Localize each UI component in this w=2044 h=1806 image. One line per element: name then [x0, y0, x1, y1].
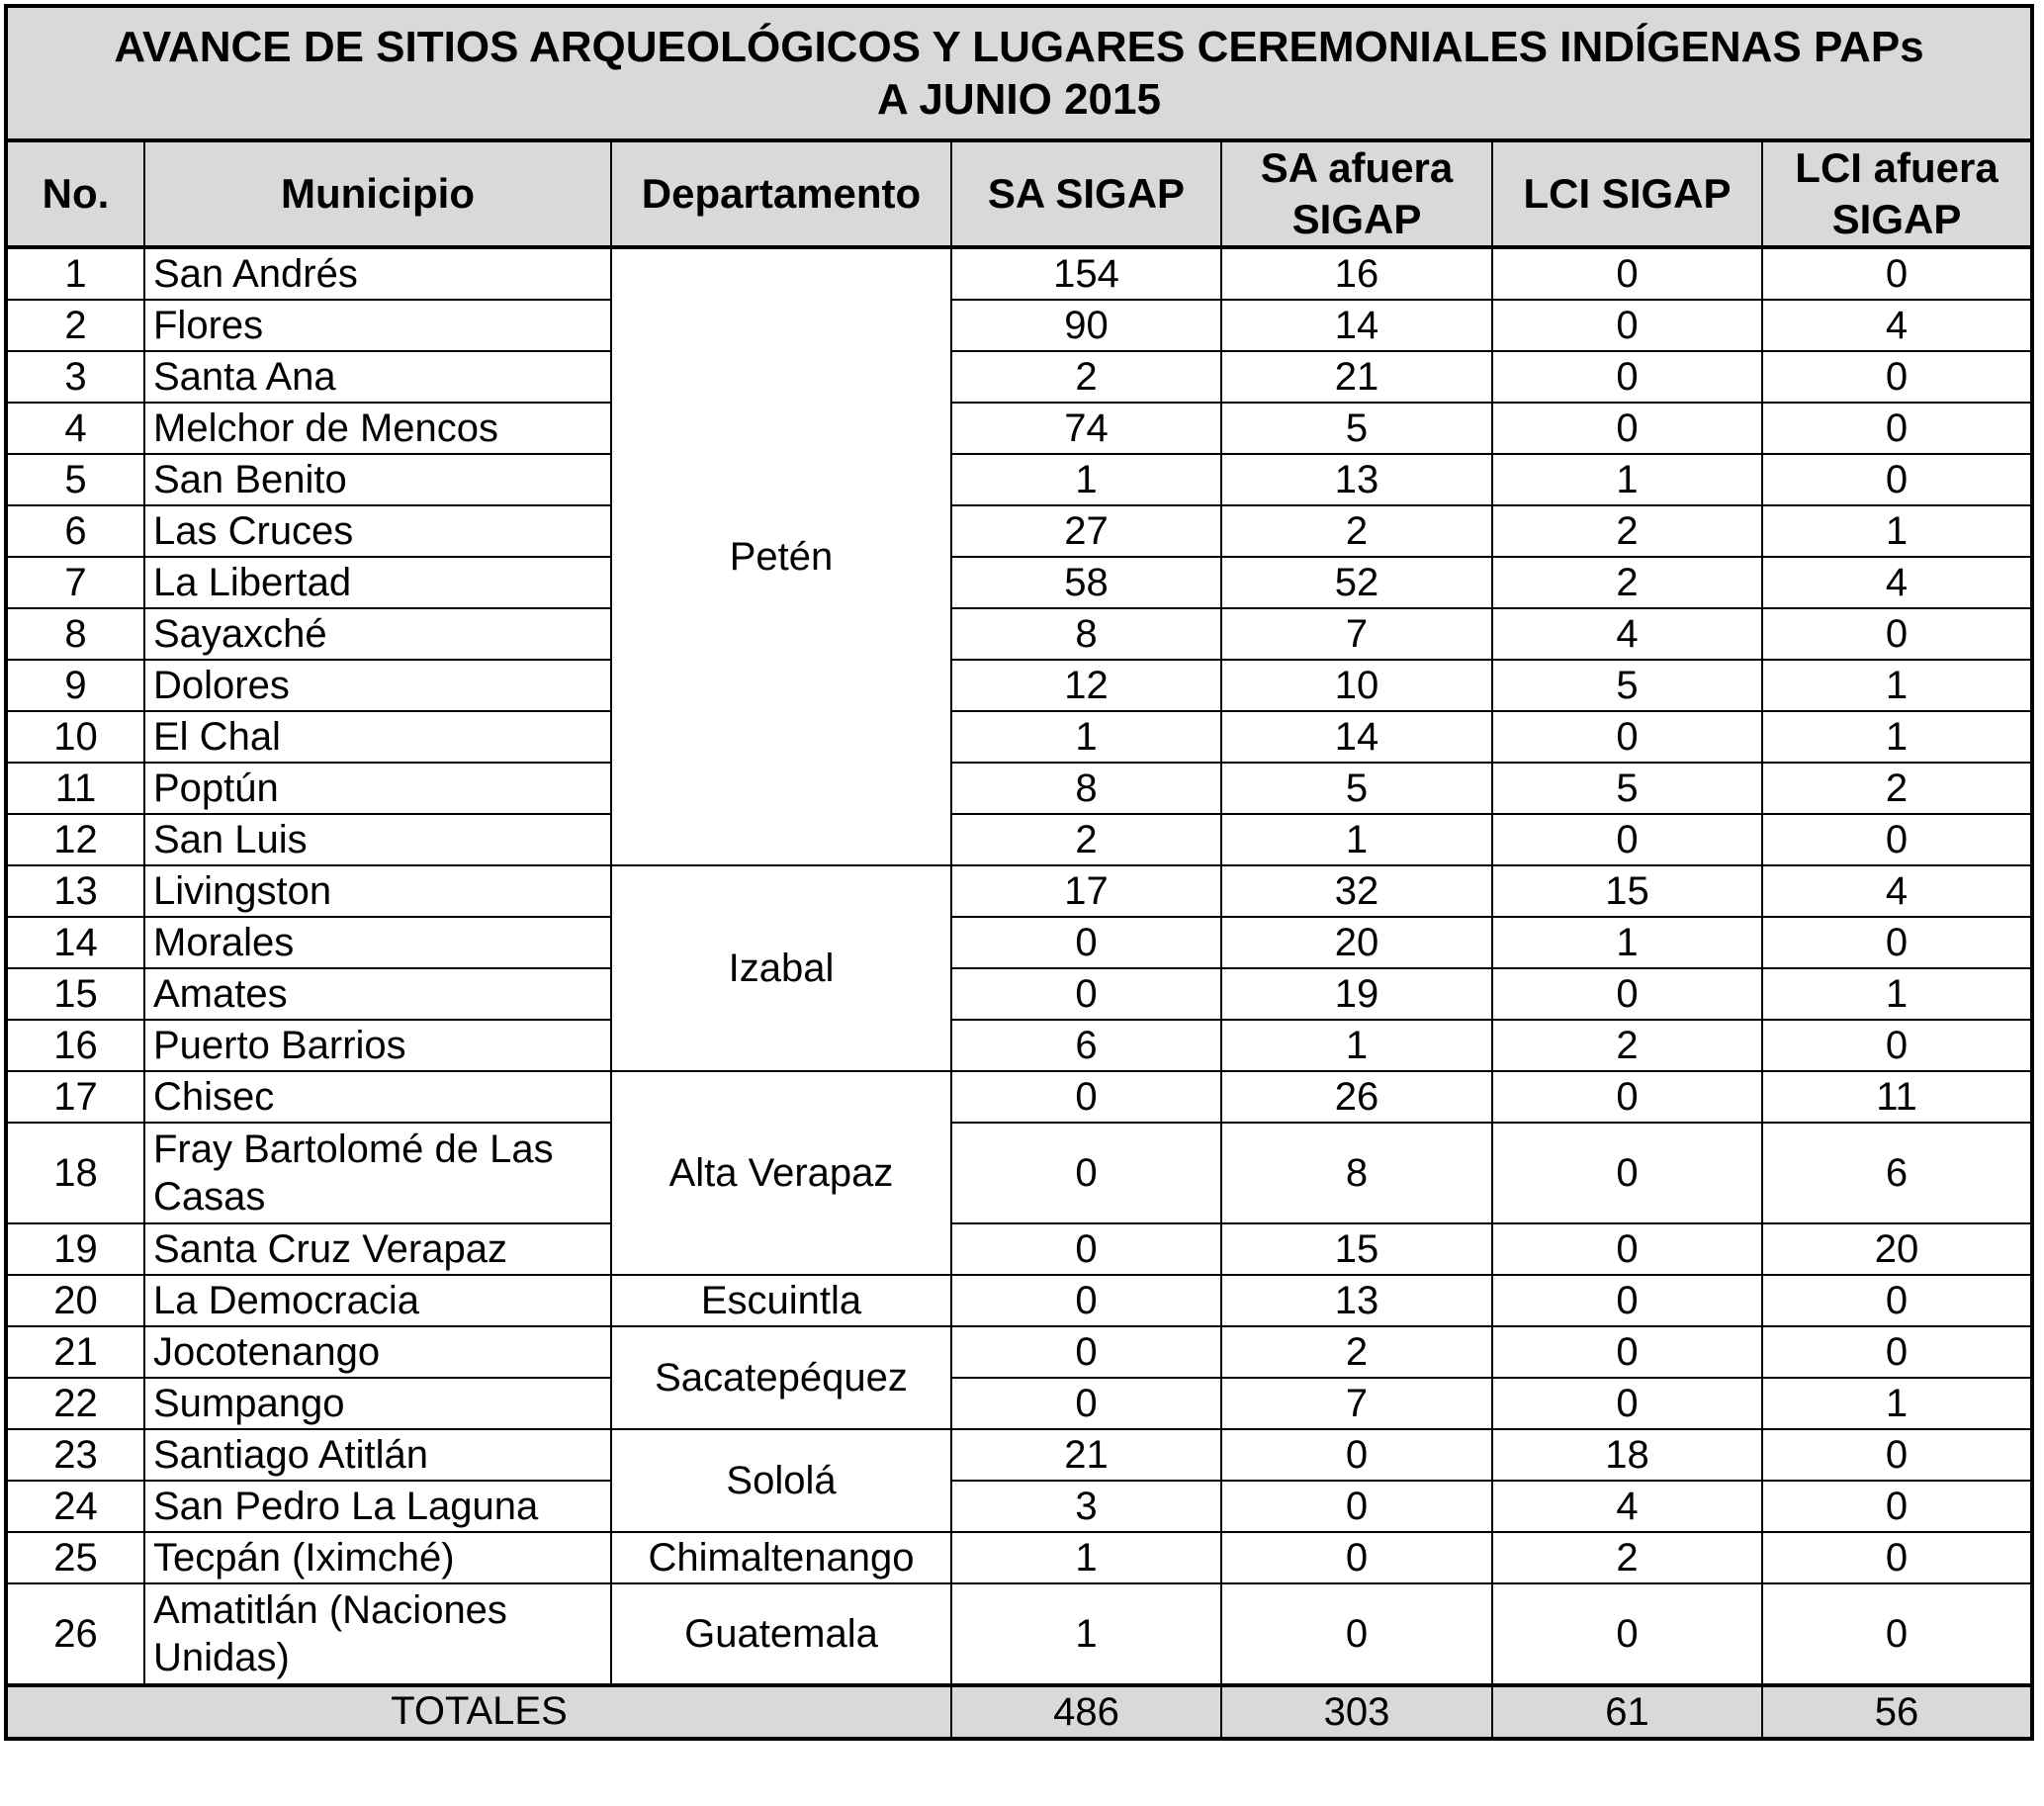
municipio-cell: Fray Bartolomé de Las Casas [144, 1123, 611, 1223]
departamento-cell: Alta Verapaz [611, 1071, 951, 1275]
lci-afuera-sigap-cell: 4 [1762, 865, 2032, 917]
lci-sigap-cell: 0 [1492, 1378, 1762, 1429]
lci-sigap-cell: 1 [1492, 454, 1762, 505]
lci-sigap-cell: 0 [1492, 711, 1762, 763]
sa-sigap-cell: 0 [951, 1123, 1221, 1223]
municipio-cell: Morales [144, 917, 611, 968]
table-row [6, 1071, 2032, 1123]
municipio-cell: Tecpán (Iximché) [144, 1532, 611, 1583]
table-row [6, 917, 2032, 968]
row-number: 24 [6, 1481, 144, 1532]
table-row [6, 1020, 2032, 1071]
lci-afuera-sigap-cell: 1 [1762, 505, 2032, 557]
departamento-cell: Guatemala [611, 1583, 951, 1685]
municipio-cell: San Benito [144, 454, 611, 505]
row-number: 14 [6, 917, 144, 968]
row-number: 19 [6, 1223, 144, 1275]
lci-afuera-sigap-cell: 0 [1762, 403, 2032, 454]
row-number: 5 [6, 454, 144, 505]
lci-sigap-cell: 0 [1492, 1275, 1762, 1326]
row-number: 1 [6, 247, 144, 300]
sa-afuera-sigap-cell: 0 [1221, 1532, 1492, 1583]
row-number: 9 [6, 660, 144, 711]
row-number: 22 [6, 1378, 144, 1429]
lci-sigap-cell: 0 [1492, 1123, 1762, 1223]
table-row [6, 1326, 2032, 1378]
sa-afuera-sigap-cell: 7 [1221, 608, 1492, 660]
table-row [6, 1583, 2032, 1685]
table-row [6, 814, 2032, 865]
lci-afuera-sigap-cell: 20 [1762, 1223, 2032, 1275]
sa-afuera-sigap-cell: 14 [1221, 300, 1492, 351]
sa-sigap-cell: 2 [951, 814, 1221, 865]
sa-afuera-sigap-cell: 8 [1221, 1123, 1492, 1223]
municipio-cell: Sumpango [144, 1378, 611, 1429]
table-row [6, 351, 2032, 403]
lci-afuera-sigap-cell: 2 [1762, 763, 2032, 814]
departamento-cell: Sacatepéquez [611, 1326, 951, 1429]
lci-sigap-cell: 2 [1492, 1532, 1762, 1583]
sa-afuera-sigap-cell: 21 [1221, 351, 1492, 403]
title-line-2: A JUNIO 2015 [877, 75, 1161, 124]
table-row [6, 1378, 2032, 1429]
total-lci-sigap: 61 [1492, 1685, 1762, 1739]
sa-afuera-sigap-cell: 5 [1221, 403, 1492, 454]
sa-sigap-cell: 1 [951, 711, 1221, 763]
title-line-1: AVANCE DE SITIOS ARQUEOLÓGICOS Y LUGARES CEREMONIALES INDÍGENAS PAPs [114, 23, 1924, 71]
table-row [6, 968, 2032, 1020]
sa-afuera-sigap-cell: 0 [1221, 1481, 1492, 1532]
lci-sigap-cell: 15 [1492, 865, 1762, 917]
sa-afuera-sigap-cell: 2 [1221, 505, 1492, 557]
row-number: 8 [6, 608, 144, 660]
sa-sigap-cell: 17 [951, 865, 1221, 917]
row-number: 16 [6, 1020, 144, 1071]
total-sa-sigap: 486 [951, 1685, 1221, 1739]
lci-afuera-sigap-cell: 0 [1762, 1020, 2032, 1071]
lci-afuera-sigap-cell: 1 [1762, 1378, 2032, 1429]
sa-afuera-sigap-cell: 20 [1221, 917, 1492, 968]
row-number: 6 [6, 505, 144, 557]
lci-sigap-cell: 0 [1492, 351, 1762, 403]
report-container [4, 4, 2034, 1741]
header-sa-afuera-sigap: SA afuera SIGAP [1221, 140, 1492, 247]
lci-afuera-sigap-cell: 0 [1762, 1429, 2032, 1481]
header-lci-sigap: LCI SIGAP [1492, 140, 1762, 247]
sa-sigap-cell: 0 [951, 1071, 1221, 1123]
lci-afuera-sigap-cell: 11 [1762, 1071, 2032, 1123]
row-number: 21 [6, 1326, 144, 1378]
sa-afuera-sigap-cell: 0 [1221, 1429, 1492, 1481]
departamento-cell: Chimaltenango [611, 1532, 951, 1583]
municipio-cell: El Chal [144, 711, 611, 763]
sa-afuera-sigap-cell: 14 [1221, 711, 1492, 763]
row-number: 4 [6, 403, 144, 454]
sa-sigap-cell: 3 [951, 1481, 1221, 1532]
lci-afuera-sigap-cell: 0 [1762, 1481, 2032, 1532]
sa-sigap-cell: 2 [951, 351, 1221, 403]
sa-afuera-sigap-cell: 13 [1221, 1275, 1492, 1326]
municipio-cell: Livingston [144, 865, 611, 917]
municipio-cell: San Luis [144, 814, 611, 865]
sa-afuera-sigap-cell: 7 [1221, 1378, 1492, 1429]
header-row [6, 140, 2032, 247]
lci-sigap-cell: 0 [1492, 968, 1762, 1020]
sa-sigap-cell: 12 [951, 660, 1221, 711]
report-table [4, 4, 2034, 1741]
table-row [6, 247, 2032, 300]
municipio-cell: Amates [144, 968, 611, 1020]
row-number: 17 [6, 1071, 144, 1123]
table-row [6, 1223, 2032, 1275]
table-row [6, 557, 2032, 608]
table-row [6, 454, 2032, 505]
totals-label: TOTALES [6, 1685, 951, 1739]
lci-afuera-sigap-cell: 0 [1762, 351, 2032, 403]
municipio-cell: Dolores [144, 660, 611, 711]
lci-afuera-sigap-cell: 1 [1762, 968, 2032, 1020]
municipio-cell: Santiago Atitlán [144, 1429, 611, 1481]
lci-afuera-sigap-cell: 0 [1762, 454, 2032, 505]
sa-afuera-sigap-cell: 0 [1221, 1583, 1492, 1685]
municipio-cell: Amatitlán (Naciones Unidas) [144, 1583, 611, 1685]
sa-afuera-sigap-cell: 5 [1221, 763, 1492, 814]
sa-sigap-cell: 1 [951, 454, 1221, 505]
lci-sigap-cell: 0 [1492, 300, 1762, 351]
lci-afuera-sigap-cell: 0 [1762, 917, 2032, 968]
table-row [6, 1429, 2032, 1481]
table-row [6, 865, 2032, 917]
table-row [6, 1481, 2032, 1532]
row-number: 13 [6, 865, 144, 917]
municipio-cell: San Pedro La Laguna [144, 1481, 611, 1532]
total-lci-afuera-sigap: 56 [1762, 1685, 2032, 1739]
municipio-cell: Melchor de Mencos [144, 403, 611, 454]
table-row [6, 403, 2032, 454]
row-number: 7 [6, 557, 144, 608]
sa-afuera-sigap-cell: 10 [1221, 660, 1492, 711]
lci-sigap-cell: 1 [1492, 917, 1762, 968]
lci-afuera-sigap-cell: 1 [1762, 660, 2032, 711]
municipio-cell: Sayaxché [144, 608, 611, 660]
row-number: 23 [6, 1429, 144, 1481]
municipio-cell: Santa Cruz Verapaz [144, 1223, 611, 1275]
row-number: 20 [6, 1275, 144, 1326]
title-row [6, 6, 2032, 140]
header-departamento: Departamento [611, 140, 951, 247]
lci-sigap-cell: 4 [1492, 1481, 1762, 1532]
table-row [6, 1275, 2032, 1326]
table-row [6, 763, 2032, 814]
sa-afuera-sigap-cell: 15 [1221, 1223, 1492, 1275]
table-row [6, 711, 2032, 763]
sa-afuera-sigap-cell: 13 [1221, 454, 1492, 505]
lci-afuera-sigap-cell: 0 [1762, 1532, 2032, 1583]
municipio-cell: Poptún [144, 763, 611, 814]
sa-afuera-sigap-cell: 52 [1221, 557, 1492, 608]
sa-afuera-sigap-cell: 32 [1221, 865, 1492, 917]
municipio-cell: Las Cruces [144, 505, 611, 557]
sa-sigap-cell: 0 [951, 1223, 1221, 1275]
lci-sigap-cell: 0 [1492, 1223, 1762, 1275]
totals-row [6, 1685, 2032, 1739]
lci-afuera-sigap-cell: 0 [1762, 608, 2032, 660]
lci-sigap-cell: 5 [1492, 660, 1762, 711]
row-number: 12 [6, 814, 144, 865]
municipio-cell: Chisec [144, 1071, 611, 1123]
municipio-cell: Flores [144, 300, 611, 351]
total-sa-afuera-sigap: 303 [1221, 1685, 1492, 1739]
lci-afuera-sigap-cell: 4 [1762, 557, 2032, 608]
municipio-cell: Puerto Barrios [144, 1020, 611, 1071]
row-number: 3 [6, 351, 144, 403]
sa-afuera-sigap-cell: 1 [1221, 814, 1492, 865]
sa-sigap-cell: 0 [951, 1275, 1221, 1326]
header-municipio: Municipio [144, 140, 611, 247]
lci-afuera-sigap-cell: 4 [1762, 300, 2032, 351]
lci-afuera-sigap-cell: 0 [1762, 1275, 2032, 1326]
row-number: 15 [6, 968, 144, 1020]
table-row [6, 1123, 2032, 1223]
sa-sigap-cell: 74 [951, 403, 1221, 454]
municipio-cell: La Democracia [144, 1275, 611, 1326]
table-row [6, 608, 2032, 660]
report-title [6, 6, 2032, 140]
lci-sigap-cell: 0 [1492, 247, 1762, 300]
row-number: 2 [6, 300, 144, 351]
lci-sigap-cell: 0 [1492, 814, 1762, 865]
lci-sigap-cell: 0 [1492, 1583, 1762, 1685]
municipio-cell: La Libertad [144, 557, 611, 608]
lci-afuera-sigap-cell: 0 [1762, 1326, 2032, 1378]
sa-afuera-sigap-cell: 16 [1221, 247, 1492, 300]
sa-afuera-sigap-cell: 2 [1221, 1326, 1492, 1378]
lci-sigap-cell: 0 [1492, 403, 1762, 454]
sa-sigap-cell: 0 [951, 1378, 1221, 1429]
lci-afuera-sigap-cell: 6 [1762, 1123, 2032, 1223]
sa-sigap-cell: 0 [951, 917, 1221, 968]
departamento-cell: Izabal [611, 865, 951, 1071]
row-number: 10 [6, 711, 144, 763]
sa-afuera-sigap-cell: 26 [1221, 1071, 1492, 1123]
row-number: 26 [6, 1583, 144, 1685]
lci-afuera-sigap-cell: 0 [1762, 247, 2032, 300]
sa-sigap-cell: 27 [951, 505, 1221, 557]
sa-sigap-cell: 8 [951, 608, 1221, 660]
header-sa-sigap: SA SIGAP [951, 140, 1221, 247]
sa-sigap-cell: 8 [951, 763, 1221, 814]
sa-sigap-cell: 90 [951, 300, 1221, 351]
sa-afuera-sigap-cell: 1 [1221, 1020, 1492, 1071]
table-body [6, 247, 2032, 1685]
table-row [6, 1532, 2032, 1583]
table-row [6, 660, 2032, 711]
sa-sigap-cell: 58 [951, 557, 1221, 608]
sa-sigap-cell: 21 [951, 1429, 1221, 1481]
lci-sigap-cell: 2 [1492, 505, 1762, 557]
departamento-cell: Petén [611, 247, 951, 865]
lci-sigap-cell: 5 [1492, 763, 1762, 814]
sa-sigap-cell: 154 [951, 247, 1221, 300]
lci-sigap-cell: 2 [1492, 557, 1762, 608]
table-row [6, 505, 2032, 557]
lci-sigap-cell: 18 [1492, 1429, 1762, 1481]
row-number: 11 [6, 763, 144, 814]
header-lci-afuera-sigap: LCI afuera SIGAP [1762, 140, 2032, 247]
lci-sigap-cell: 2 [1492, 1020, 1762, 1071]
header-no: No. [6, 140, 144, 247]
lci-sigap-cell: 0 [1492, 1071, 1762, 1123]
table-row [6, 300, 2032, 351]
sa-sigap-cell: 1 [951, 1532, 1221, 1583]
sa-sigap-cell: 6 [951, 1020, 1221, 1071]
municipio-cell: San Andrés [144, 247, 611, 300]
municipio-cell: Jocotenango [144, 1326, 611, 1378]
lci-afuera-sigap-cell: 0 [1762, 1583, 2032, 1685]
departamento-cell: Escuintla [611, 1275, 951, 1326]
row-number: 25 [6, 1532, 144, 1583]
municipio-cell: Santa Ana [144, 351, 611, 403]
lci-sigap-cell: 4 [1492, 608, 1762, 660]
lci-afuera-sigap-cell: 0 [1762, 814, 2032, 865]
sa-sigap-cell: 1 [951, 1583, 1221, 1685]
sa-sigap-cell: 0 [951, 1326, 1221, 1378]
row-number: 18 [6, 1123, 144, 1223]
lci-sigap-cell: 0 [1492, 1326, 1762, 1378]
lci-afuera-sigap-cell: 1 [1762, 711, 2032, 763]
sa-sigap-cell: 0 [951, 968, 1221, 1020]
departamento-cell: Sololá [611, 1429, 951, 1532]
sa-afuera-sigap-cell: 19 [1221, 968, 1492, 1020]
